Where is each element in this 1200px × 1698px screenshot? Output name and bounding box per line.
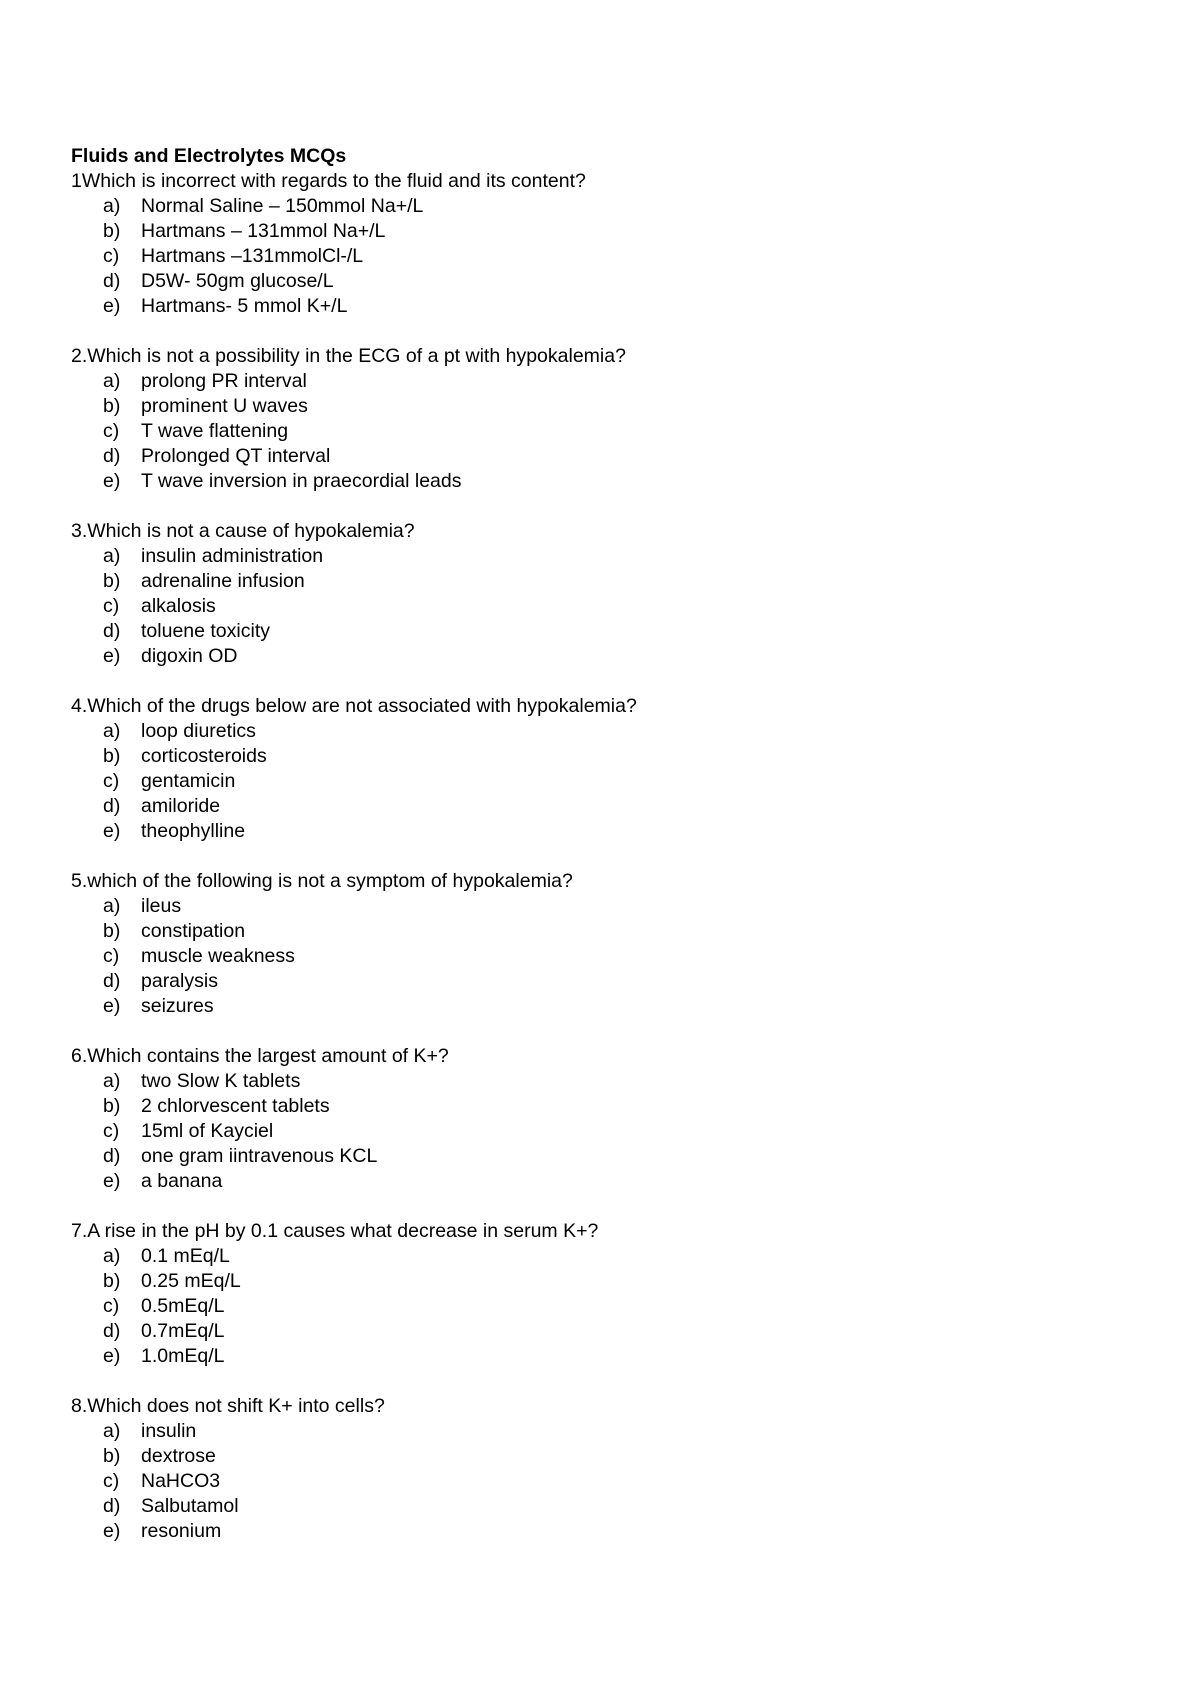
option-letter: b) — [103, 1095, 121, 1117]
option-text: digoxin OD — [141, 645, 238, 667]
option-list — [71, 194, 1131, 319]
document-title: Fluids and Electrolytes MCQs — [71, 145, 347, 167]
option-item — [71, 1419, 1131, 1444]
option-item — [71, 1144, 1131, 1169]
question-text: 3.Which is not a cause of hypokalemia? — [71, 520, 415, 542]
option-letter: b) — [103, 570, 121, 592]
option-item — [71, 544, 1131, 569]
option-text: Prolonged QT interval — [141, 445, 331, 467]
option-letter: a) — [103, 1245, 121, 1267]
option-item — [71, 444, 1131, 469]
option-letter: d) — [103, 1320, 121, 1342]
option-item — [71, 594, 1131, 619]
question-5 — [71, 869, 1131, 1019]
question-text: 4.Which of the drugs below are not associated with hypokalemia? — [71, 695, 637, 717]
option-item — [71, 1119, 1131, 1144]
option-letter: e) — [103, 1345, 121, 1367]
option-text: 0.5mEq/L — [141, 1295, 225, 1317]
option-item — [71, 1069, 1131, 1094]
option-letter: e) — [103, 820, 121, 842]
option-list — [71, 1419, 1131, 1544]
option-text: seizures — [141, 995, 214, 1017]
option-text: T wave inversion in praecordial leads — [141, 470, 462, 492]
option-item — [71, 369, 1131, 394]
option-text: prominent U waves — [141, 395, 308, 417]
option-letter: c) — [103, 945, 120, 967]
option-item — [71, 719, 1131, 744]
option-letter: c) — [103, 1120, 120, 1142]
option-text: one gram iintravenous KCL — [141, 1145, 378, 1167]
option-text: resonium — [141, 1520, 222, 1542]
option-item — [71, 219, 1131, 244]
option-letter: b) — [103, 1445, 121, 1467]
option-letter: a) — [103, 1420, 121, 1442]
option-item — [71, 469, 1131, 494]
option-item — [71, 1444, 1131, 1469]
option-text: Hartmans- 5 mmol K+/L — [141, 295, 348, 317]
question-text: 8.Which does not shift K+ into cells? — [71, 1395, 385, 1417]
option-text: D5W- 50gm glucose/L — [141, 270, 334, 292]
option-item — [71, 269, 1131, 294]
option-item — [71, 294, 1131, 319]
option-list — [71, 544, 1131, 669]
option-text: ileus — [141, 895, 182, 917]
question-text: 1Which is incorrect with regards to the fluid and its content? — [71, 170, 586, 192]
option-item — [71, 394, 1131, 419]
option-item — [71, 819, 1131, 844]
option-item — [71, 969, 1131, 994]
option-letter: e) — [103, 995, 121, 1017]
option-item — [71, 1344, 1131, 1369]
option-letter: c) — [103, 770, 120, 792]
option-letter: a) — [103, 545, 121, 567]
option-text: toluene toxicity — [141, 620, 270, 642]
option-text: amiloride — [141, 795, 221, 817]
option-letter: a) — [103, 1070, 121, 1092]
option-item — [71, 194, 1131, 219]
option-item — [71, 1519, 1131, 1544]
question-1 — [71, 169, 1131, 319]
option-item — [71, 1294, 1131, 1319]
option-text: T wave flattening — [141, 420, 289, 442]
option-text: prolong PR interval — [141, 370, 307, 392]
option-text: Hartmans – 131mmol Na+/L — [141, 220, 386, 242]
option-item — [71, 644, 1131, 669]
option-list — [71, 894, 1131, 1019]
option-text: a banana — [141, 1170, 223, 1192]
option-text: Hartmans –131mmolCl-/L — [141, 245, 364, 267]
option-item — [71, 794, 1131, 819]
option-item — [71, 619, 1131, 644]
option-letter: c) — [103, 420, 120, 442]
option-text: insulin — [141, 1420, 197, 1442]
option-letter: e) — [103, 295, 121, 317]
option-letter: c) — [103, 1295, 120, 1317]
option-text: insulin administration — [141, 545, 324, 567]
option-letter: b) — [103, 395, 121, 417]
option-letter: d) — [103, 270, 121, 292]
option-text: 15ml of Kayciel — [141, 1120, 274, 1142]
option-letter: c) — [103, 245, 120, 267]
option-letter: a) — [103, 895, 121, 917]
option-text: Salbutamol — [141, 1495, 239, 1517]
option-text: 0.7mEq/L — [141, 1320, 225, 1342]
option-item — [71, 919, 1131, 944]
question-list — [71, 169, 1131, 1544]
option-item — [71, 244, 1131, 269]
option-text: loop diuretics — [141, 720, 256, 742]
option-item — [71, 994, 1131, 1019]
option-letter: e) — [103, 1170, 121, 1192]
question-text: 7.A rise in the pH by 0.1 causes what decrease in serum K+? — [71, 1220, 599, 1242]
option-letter: b) — [103, 1270, 121, 1292]
option-item — [71, 1269, 1131, 1294]
option-item — [71, 944, 1131, 969]
question-4 — [71, 694, 1131, 844]
option-item — [71, 1494, 1131, 1519]
option-letter: b) — [103, 745, 121, 767]
option-text: gentamicin — [141, 770, 236, 792]
option-letter: d) — [103, 1145, 121, 1167]
question-text: 6.Which contains the largest amount of K+? — [71, 1045, 449, 1067]
option-letter: d) — [103, 620, 121, 642]
question-3 — [71, 519, 1131, 669]
option-letter: e) — [103, 645, 121, 667]
option-list — [71, 369, 1131, 494]
question-text: 2.Which is not a possibility in the ECG of a pt with hypokalemia? — [71, 345, 626, 367]
option-text: adrenaline infusion — [141, 570, 305, 592]
question-7 — [71, 1219, 1131, 1369]
option-text: 0.25 mEq/L — [141, 1270, 241, 1292]
option-letter: b) — [103, 920, 121, 942]
option-text: 0.1 mEq/L — [141, 1245, 230, 1267]
option-item — [71, 1469, 1131, 1494]
option-item — [71, 1319, 1131, 1344]
option-text: dextrose — [141, 1445, 216, 1467]
option-text: two Slow K tablets — [141, 1070, 301, 1092]
option-text: constipation — [141, 920, 246, 942]
option-letter: a) — [103, 370, 121, 392]
option-letter: b) — [103, 220, 121, 242]
option-text: theophylline — [141, 820, 246, 842]
question-text: 5.which of the following is not a symptom of hypokalemia? — [71, 870, 573, 892]
option-text: 2 chlorvescent tablets — [141, 1095, 330, 1117]
option-letter: c) — [103, 595, 120, 617]
option-item — [71, 569, 1131, 594]
option-item — [71, 894, 1131, 919]
option-item — [71, 1244, 1131, 1269]
option-text: 1.0mEq/L — [141, 1345, 225, 1367]
option-letter: d) — [103, 1495, 121, 1517]
option-letter: e) — [103, 470, 121, 492]
option-text: corticosteroids — [141, 745, 267, 767]
option-letter: d) — [103, 795, 121, 817]
option-item — [71, 1169, 1131, 1194]
option-letter: d) — [103, 970, 121, 992]
option-list — [71, 719, 1131, 844]
option-text: alkalosis — [141, 595, 216, 617]
option-item — [71, 769, 1131, 794]
question-2 — [71, 344, 1131, 494]
option-text: paralysis — [141, 970, 218, 992]
option-list — [71, 1069, 1131, 1194]
option-letter: a) — [103, 720, 121, 742]
option-item — [71, 744, 1131, 769]
option-letter: d) — [103, 445, 121, 467]
option-letter: e) — [103, 1520, 121, 1542]
question-6 — [71, 1044, 1131, 1194]
option-item — [71, 419, 1131, 444]
option-text: NaHCO3 — [141, 1470, 221, 1492]
option-item — [71, 1094, 1131, 1119]
option-letter: c) — [103, 1470, 120, 1492]
option-text: Normal Saline – 150mmol Na+/L — [141, 195, 424, 217]
document-content — [71, 144, 1131, 1569]
option-list — [71, 1244, 1131, 1369]
question-8 — [71, 1394, 1131, 1544]
option-letter: a) — [103, 195, 121, 217]
option-text: muscle weakness — [141, 945, 295, 967]
